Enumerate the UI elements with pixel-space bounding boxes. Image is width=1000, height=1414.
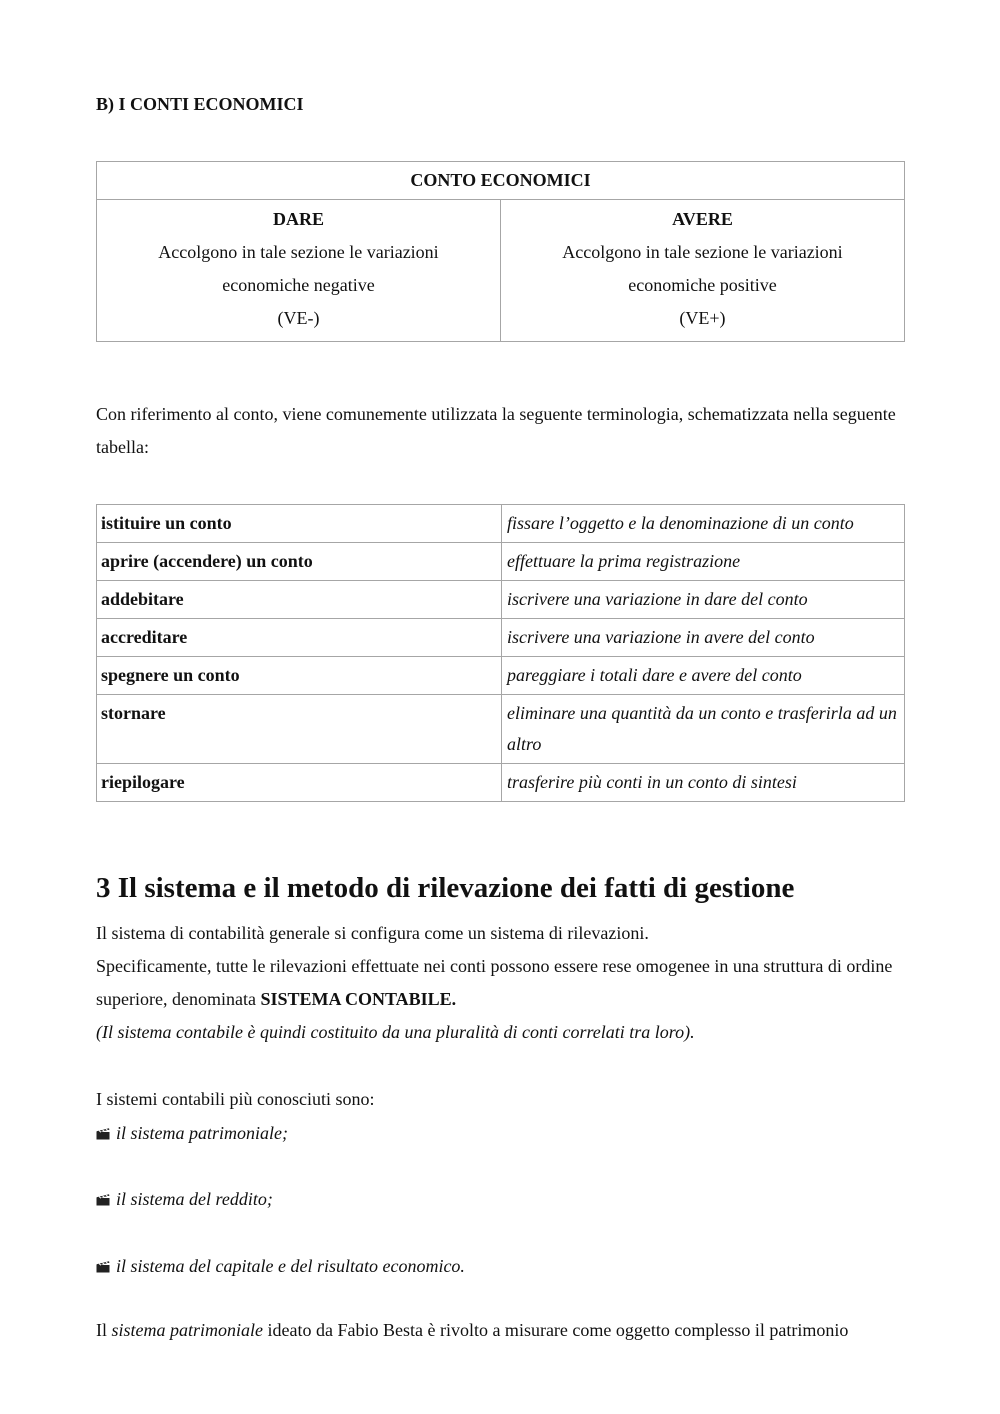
- list-intro: I sistemi contabili più conosciuti sono:: [96, 1089, 375, 1109]
- table-header-row: [97, 162, 905, 200]
- avere-text-line: economiche positive: [628, 275, 777, 295]
- definition-cell: iscrivere una variazione in dare del conto: [502, 581, 905, 619]
- avere-heading: AVERE: [672, 209, 733, 229]
- avere-cell: [501, 200, 905, 342]
- dare-heading: DARE: [272, 209, 324, 229]
- term-cell: aprire (accendere) un conto: [97, 543, 502, 581]
- table-row: [97, 619, 905, 657]
- term-cell: spegnere un conto: [97, 657, 502, 695]
- table-row: [97, 200, 905, 342]
- definition-cell: eliminare una quantità da un conto e trasferirla ad un altro: [502, 695, 905, 764]
- list-item-text: il sistema del capitale e del risultato economico.: [116, 1256, 465, 1276]
- clapperboard-icon: [96, 1193, 110, 1206]
- list-item-text: il sistema del reddito;: [116, 1189, 273, 1209]
- term-cell: istituire un conto: [97, 505, 502, 543]
- table-row: [97, 543, 905, 581]
- list-item: [96, 1117, 288, 1150]
- term-cell: stornare: [97, 695, 502, 764]
- table-title: CONTO ECONOMICI: [97, 162, 905, 200]
- body-text: Specificamente, tutte le rilevazioni effettuate nei conti possono essere rese omogenee in una struttura di ordine superiore, denominata: [96, 956, 893, 1009]
- body-paragraph: [96, 1314, 905, 1347]
- list-item-text: il sistema patrimoniale;: [116, 1123, 288, 1143]
- dare-code: (VE-): [277, 308, 320, 328]
- table-row: [97, 764, 905, 802]
- table-row: [97, 581, 905, 619]
- terminology-table: [96, 504, 905, 802]
- avere-text-line: Accolgono in tale sezione le variazioni: [562, 242, 843, 262]
- clapperboard-icon: [96, 1260, 110, 1273]
- conto-economici-table: [96, 161, 905, 342]
- clapperboard-icon: [96, 1127, 110, 1140]
- definition-cell: effettuare la prima registrazione: [502, 543, 905, 581]
- emphasis-text: SISTEMA CONTABILE.: [260, 989, 457, 1009]
- emphasis-text: sistema patrimoniale: [111, 1320, 263, 1340]
- list-item: [96, 1250, 465, 1283]
- definition-cell: pareggiare i totali dare e avere del conto: [502, 657, 905, 695]
- note-paragraph: (Il sistema contabile è quindi costituito da una pluralità di conti correlati tra loro).: [96, 1022, 695, 1042]
- term-cell: accreditare: [97, 619, 502, 657]
- body-text: Il: [96, 1320, 112, 1340]
- definition-cell: iscrivere una variazione in avere del conto: [502, 619, 905, 657]
- dare-text-line: economiche negative: [222, 275, 375, 295]
- term-cell: addebitare: [97, 581, 502, 619]
- dare-text-line: Accolgono in tale sezione le variazioni: [158, 242, 439, 262]
- term-cell: riepilogare: [97, 764, 502, 802]
- definition-cell: fissare l’oggetto e la denominazione di un conto: [502, 505, 905, 543]
- list-item: [96, 1183, 273, 1216]
- body-paragraph: [96, 950, 905, 1016]
- dare-cell: [97, 200, 501, 342]
- intro-paragraph: Con riferimento al conto, viene comunemente utilizzata la seguente terminologia, schematizzata nella seguente tabella:: [96, 404, 896, 457]
- body-paragraph: Il sistema di contabilità generale si configura come un sistema di rilevazioni.: [96, 923, 649, 943]
- avere-code: (VE+): [679, 308, 726, 328]
- table-row: [97, 695, 905, 764]
- table-row: [97, 657, 905, 695]
- chapter-heading: 3 Il sistema e il metodo di rilevazione dei fatti di gestione: [96, 872, 795, 904]
- section-title: B) I CONTI ECONOMICI: [96, 94, 304, 114]
- table-row: [97, 505, 905, 543]
- definition-cell: trasferire più conti in un conto di sintesi: [502, 764, 905, 802]
- body-text: ideato da Fabio Besta è rivolto a misurare come oggetto complesso il patrimonio: [263, 1320, 849, 1340]
